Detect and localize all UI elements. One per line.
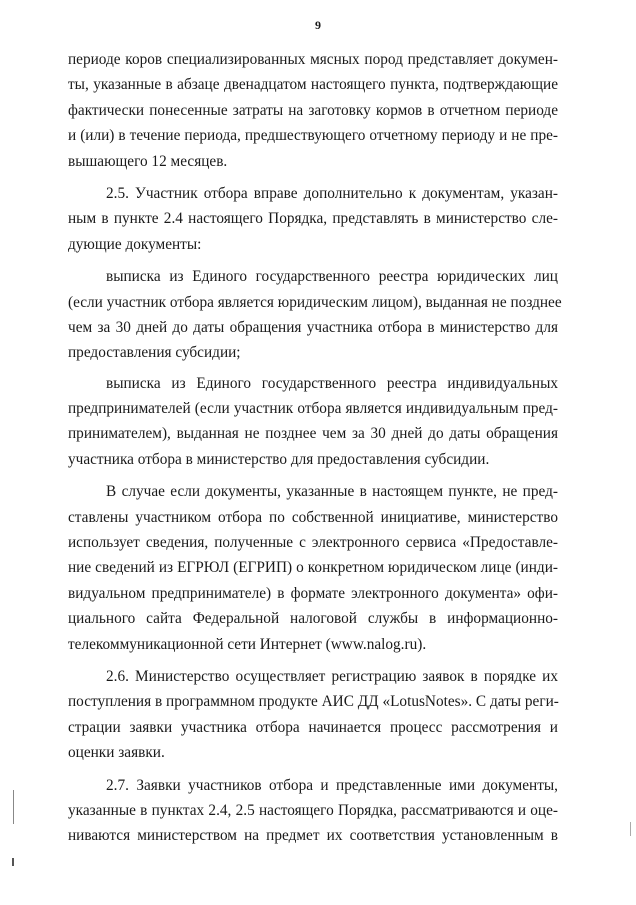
paragraph-p4	[68, 371, 558, 473]
scan-artifact	[630, 822, 631, 836]
page-number: 9	[315, 18, 321, 32]
text-line: вышающего 12 месяцев.	[68, 152, 228, 170]
text-line: оценки заявки.	[68, 744, 165, 762]
paragraph-p6	[68, 664, 558, 766]
scan-artifact	[13, 790, 14, 824]
paragraph-p7	[68, 773, 558, 849]
text-line: 2.7. Заявки участников отбора и представленные ими документы,	[106, 776, 558, 794]
text-line: указанные в пунктах 2.4, 2.5 настоящего Порядка, рассматриваются и оце-	[68, 801, 558, 819]
paragraph-p3	[68, 264, 562, 366]
paragraph-p5	[68, 479, 558, 657]
text-line: принимателем), выданная не позднее чем за 30 дней до даты обращения	[68, 425, 558, 443]
text-line: использует сведения, полученные с электронного сервиса «Предоставле-	[68, 534, 558, 552]
text-line: страции заявки участника отбора начинается процесс рассмотрения и	[68, 718, 558, 736]
text-line: выписка из Единого государственного реестра юридических лиц	[106, 268, 558, 286]
text-line: 2.5. Участник отбора вправе дополнительно к документам, указан-	[106, 184, 558, 202]
paragraph-p1	[68, 47, 558, 174]
text-line: предпринимателей (если участник отбора является индивидуальным пред-	[68, 400, 558, 418]
text-line: участника отбора в министерство для предоставления субсидии.	[68, 450, 490, 468]
text-line: и (или) в течение периода, предшествующего отчетному периоду и не пре-	[68, 127, 558, 145]
text-line: 2.6. Министерство осуществляет регистрацию заявок в порядке их	[106, 667, 558, 685]
paragraph-p2	[68, 181, 558, 257]
text-line: видуальном предпринимателе) в формате электронного документа» офи-	[68, 584, 558, 602]
text-line: фактически понесенные затраты на заготовку кормов в отчетном периоде	[68, 101, 558, 119]
document-body	[68, 47, 562, 856]
text-line: циального сайта Федеральной налоговой службы в информационно-	[68, 610, 558, 628]
text-line: В случае если документы, указанные в настоящем пункте, не пред-	[106, 483, 558, 501]
text-line: ниваются министерством на предмет их соответствия установленным в	[68, 827, 558, 845]
text-line: поступления в программном продукте АИС ДД «LotusNotes». С даты реги-	[68, 693, 559, 711]
text-line: ставлены участником отбора по собственной инициативе, министерство	[68, 508, 558, 526]
text-line: выписка из Единого государственного реестра индивидуальных	[106, 374, 558, 392]
text-line: чем за 30 дней до даты обращения участника отбора в министерство для	[68, 318, 558, 336]
scan-artifact	[12, 858, 14, 866]
text-line: периоде коров специализированных мясных пород представляет докумен-	[68, 51, 558, 68]
text-line: предоставления субсидии;	[68, 344, 241, 362]
text-line: ты, указанные в абзаце двенадцатом настоящего пункта, подтверждающие	[68, 76, 558, 94]
text-line: ным в пункте 2.4 настоящего Порядка, представлять в министерство сле-	[68, 210, 558, 228]
text-line: телекоммуникационной сети Интернет (www.nalog.ru).	[68, 635, 427, 653]
text-line: ние сведений из ЕГРЮЛ (ЕГРИП) о конкретном юридическом лице (инди-	[68, 559, 558, 577]
text-line: дующие документы:	[68, 235, 202, 253]
text-line: (если участник отбора является юридическим лицом), выданная не позднее	[68, 293, 562, 311]
